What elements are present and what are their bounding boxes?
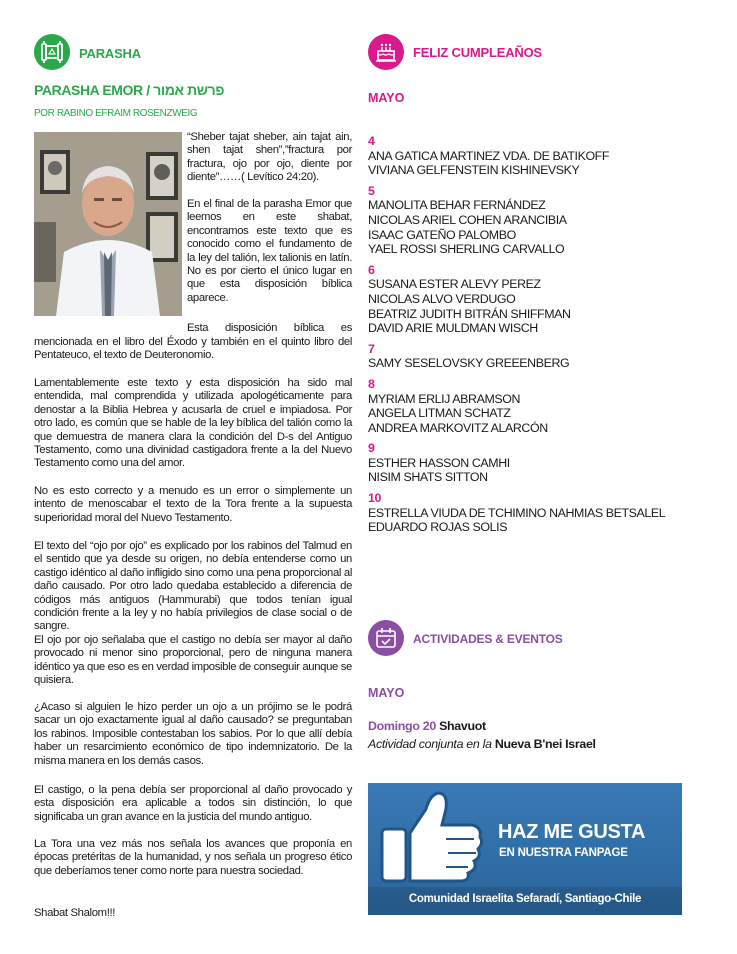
- thumbs-up-icon: [376, 787, 488, 887]
- parasha-paragraph-2-start: Esta disposición bíblica es: [187, 322, 352, 334]
- event-desc-prefix: Actividad conjunta en la: [368, 737, 492, 751]
- parasha-paragraph-5: El texto del “ojo por ojo” es explicado por los rabinos del Talmud en el sentido que ya desde su origen, no debía entenderse como un castigo idéntico al daño infligido sino como una pena proporcional al daño causado. Por otro lado quedaba establecido a diferencia de códigos más antiguos (Hammurabi) que todos tenían igual condición frente a la ley y no había privilegios de clase social o de sangre.: [34, 540, 352, 633]
- birthday-name: ESTHER HASSON CAMHI: [368, 455, 510, 470]
- birthday-day: 9: [368, 441, 375, 456]
- event-line: [368, 719, 486, 733]
- birthday-name: ANA GATICA MARTINEZ VDA. DE BATIKOFF: [368, 148, 610, 163]
- birthdays-month: MAYO: [368, 91, 405, 105]
- birthday-name: NICOLAS ALVO VERDUGO: [368, 291, 516, 306]
- birthday-name: NICOLAS ARIEL COHEN ARANCIBIA: [368, 212, 567, 227]
- birthday-group: [368, 441, 708, 485]
- birthday-name: BEATRIZ JUDITH BITRÁN SHIFFMAN: [368, 306, 571, 321]
- birthday-name: DAVID ARIE MULDMAN WISCH: [368, 321, 538, 336]
- banner-line-2: EN NUESTRA FANPAGE: [499, 847, 628, 859]
- birthday-group: [368, 342, 708, 371]
- birthday-day: 4: [368, 134, 375, 148]
- birthday-name: MANOLITA BEHAR FERNÁNDEZ: [368, 198, 546, 213]
- torah-scroll-icon: [34, 34, 70, 70]
- birthday-name: ISAAC GATEÑO PALOMBO: [368, 227, 516, 242]
- birthday-day: 6: [368, 262, 375, 277]
- parasha-closing: Shabat Shalom!!!: [34, 907, 116, 919]
- parasha-author: POR RABINO EFRAIM ROSENZWEIG: [34, 108, 198, 119]
- rabbi-photo: [34, 132, 182, 316]
- parasha-paragraph-2-rest: mencionada en el libro del Éxodo y también en el quinto libro del Pentateuco, el texto de Deuteronomio.: [34, 336, 352, 362]
- banner-footer-text: Comunidad Israelita Sefaradí, Santiago-Chile: [408, 893, 642, 905]
- parasha-paragraph-8: El castigo, o la pena debía ser proporcional al daño provocado y esta disposición era aplicable a todos sin distinción, lo que significaba un gran avance en la justicia del mundo antiguo.: [34, 784, 352, 823]
- parasha-paragraph-9: La Tora una vez más nos señala los avances que proponía en épocas pretéritas de la humanidad, y nos señala un progreso ético que deberíamos tener como norte para nuestra sociedad.: [34, 838, 352, 877]
- birthday-day: 10: [368, 491, 381, 506]
- event-description: [368, 737, 596, 751]
- birthday-group: [368, 134, 708, 178]
- birthday-name: YAEL ROSSI SHERLING CARVALLO: [368, 242, 565, 257]
- event-name: Shavuot: [439, 719, 486, 733]
- event-venue: Nueva B'nei Israel: [494, 737, 596, 751]
- birthday-name: MYRIAM ERLIJ ABRAMSON: [368, 391, 521, 406]
- birthday-name: NISIM SHATS SITTON: [368, 470, 488, 485]
- parasha-title: PARASHA EMOR / פרשת אמור: [34, 82, 225, 98]
- birthdays-section-title: FELIZ CUMPLEAÑOS: [413, 45, 542, 60]
- parasha-paragraph-4: No es esto correcto y a menudo es un error o simplemente un intento de menoscabar el texto de la Tora frente a la supuesta superioridad moral del Nuevo Testamento.: [34, 485, 352, 524]
- birthday-group: [368, 491, 708, 535]
- event-date: Domingo 20: [368, 719, 436, 733]
- birthday-day: 5: [368, 183, 375, 198]
- birthday-day: 8: [368, 376, 375, 391]
- events-month: MAYO: [368, 686, 405, 700]
- banner-line-1: HAZ ME GUSTA: [498, 821, 646, 843]
- birthday-group: [368, 263, 708, 336]
- parasha-intro: “Sheber tajat sheber, ain tajat ain, shen tajat shen”,”fractura por fractura, ojo por ojo, diente por diente”……( Levítico 24:20).: [187, 131, 352, 184]
- parasha-paragraph-1: En el final de la parasha Emor que leemos en este shabat, encontramos este texto que es conocido como el fundamento de la ley del talión, lex talionis en latín. No es por cierto el único lugar en que esta disposición bíblica aparece.: [187, 198, 352, 304]
- birthday-name: ESTRELLA VIUDA DE TCHIMINO NAHMIAS BETSALEL: [368, 505, 666, 520]
- birthday-name: SUSANA ESTER ALEVY PEREZ: [368, 277, 541, 292]
- calendar-check-icon: [368, 620, 404, 656]
- events-section-title: ACTIVIDADES & EVENTOS: [413, 632, 563, 646]
- birthday-list: [368, 134, 708, 541]
- parasha-paragraph-3: Lamentablemente este texto y esta disposición ha sido mal entendida, mal comprendida y utilizada apologéticamente para denostar a la Biblia Hebrea y acusarla de cruel e impiadosa. Por otro lado, es común que se hable de la ley bíblica del talión como la que demuestra de manera clara la condición del D-s del Antiguo Testamento, como una divinidad castigadora frente a la del Nuevo Testamento como una del amor.: [34, 377, 352, 470]
- birthday-group: [368, 377, 708, 435]
- birthday-name: SAMY SESELOVSKY GREEENBERG: [368, 356, 570, 371]
- parasha-paragraph-7: ¿Acaso si alguien le hizo perder un ojo a un prójimo se le podrá sacar un ojo exactamente igual al daño causado? se preguntaban los rabinos. Imposible contestaban los sabios. Por lo que allí debía haber un resarcimiento económico de tipo indemnizatorio. De la misma manera en los demás casos.: [34, 701, 352, 767]
- birthday-day: 7: [368, 341, 375, 356]
- parasha-section-title: PARASHA: [79, 46, 141, 61]
- birthday-name: VIVIANA GELFENSTEIN KISHINEVSKY: [368, 163, 580, 178]
- birthday-name: EDUARDO ROJAS SOLIS: [368, 520, 508, 535]
- birthday-name: ANGELA LITMAN SCHATZ: [368, 406, 511, 421]
- parasha-paragraph-6: El ojo por ojo señalaba que el castigo no debía ser mayor al daño provocado ni menor sino proporcional, pero de ninguna manera idéntico ya que eso es en verdad imposible de conseguir aunque se quisiera.: [34, 634, 352, 687]
- birthday-group: [368, 184, 708, 257]
- facebook-like-banner[interactable]: [368, 783, 682, 915]
- birthday-cake-icon: [368, 34, 404, 70]
- birthday-name: ANDREA MARKOVITZ ALARCÓN: [368, 420, 548, 435]
